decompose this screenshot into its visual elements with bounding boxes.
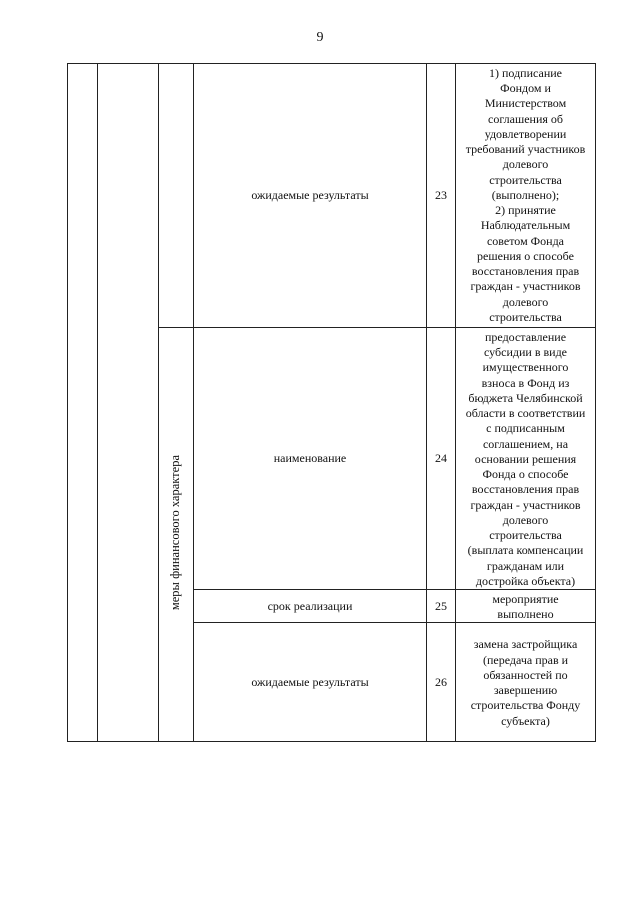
empty-cell-col3 [159,64,194,328]
value-cell [456,589,596,622]
row-number-cell: 23 [427,64,456,328]
value-text: предоставление субсидии в виде имущественного взноса в Фонд из бюджета Челябинской области в соответствии с подписанным соглашением, на основании решения Фонда о способе восстановления прав граждан - участников долевого строительства (выплата компенсации гражданам или достройка объекта) [465,330,586,588]
parameter-cell: ожидаемые результаты [194,64,427,328]
empty-cell-col2 [98,64,159,742]
empty-cell-col1 [68,64,98,742]
row-number-cell: 25 [427,589,456,622]
document-table [67,63,596,742]
parameter-cell: ожидаемые результаты [194,623,427,742]
row-number-cell: 24 [427,328,456,590]
value-text: замена застройщика (передача прав и обязанностей по завершению строительства Фонду субъекта) [470,637,581,728]
parameter-cell: срок реализации [194,589,427,622]
row-number-cell: 26 [427,623,456,742]
value-cell [456,623,596,742]
section-label-cell [159,328,194,742]
value-cell [456,328,596,590]
value-text: мероприятие выполнено [492,591,559,622]
value-cell [456,64,596,328]
table-row [68,64,596,328]
section-label: меры финансового характера [168,455,183,611]
parameter-cell: наименование [194,328,427,590]
page-number: 9 [316,30,324,45]
value-text: 1) подписание Фондом и Министерством соглашения об удовлетворении требований участников долевого строительства (выполнено); 2) принятие Наблюдательным советом Фонда решения о способе восстановления прав граждан - участников долевого строительства [465,66,586,324]
